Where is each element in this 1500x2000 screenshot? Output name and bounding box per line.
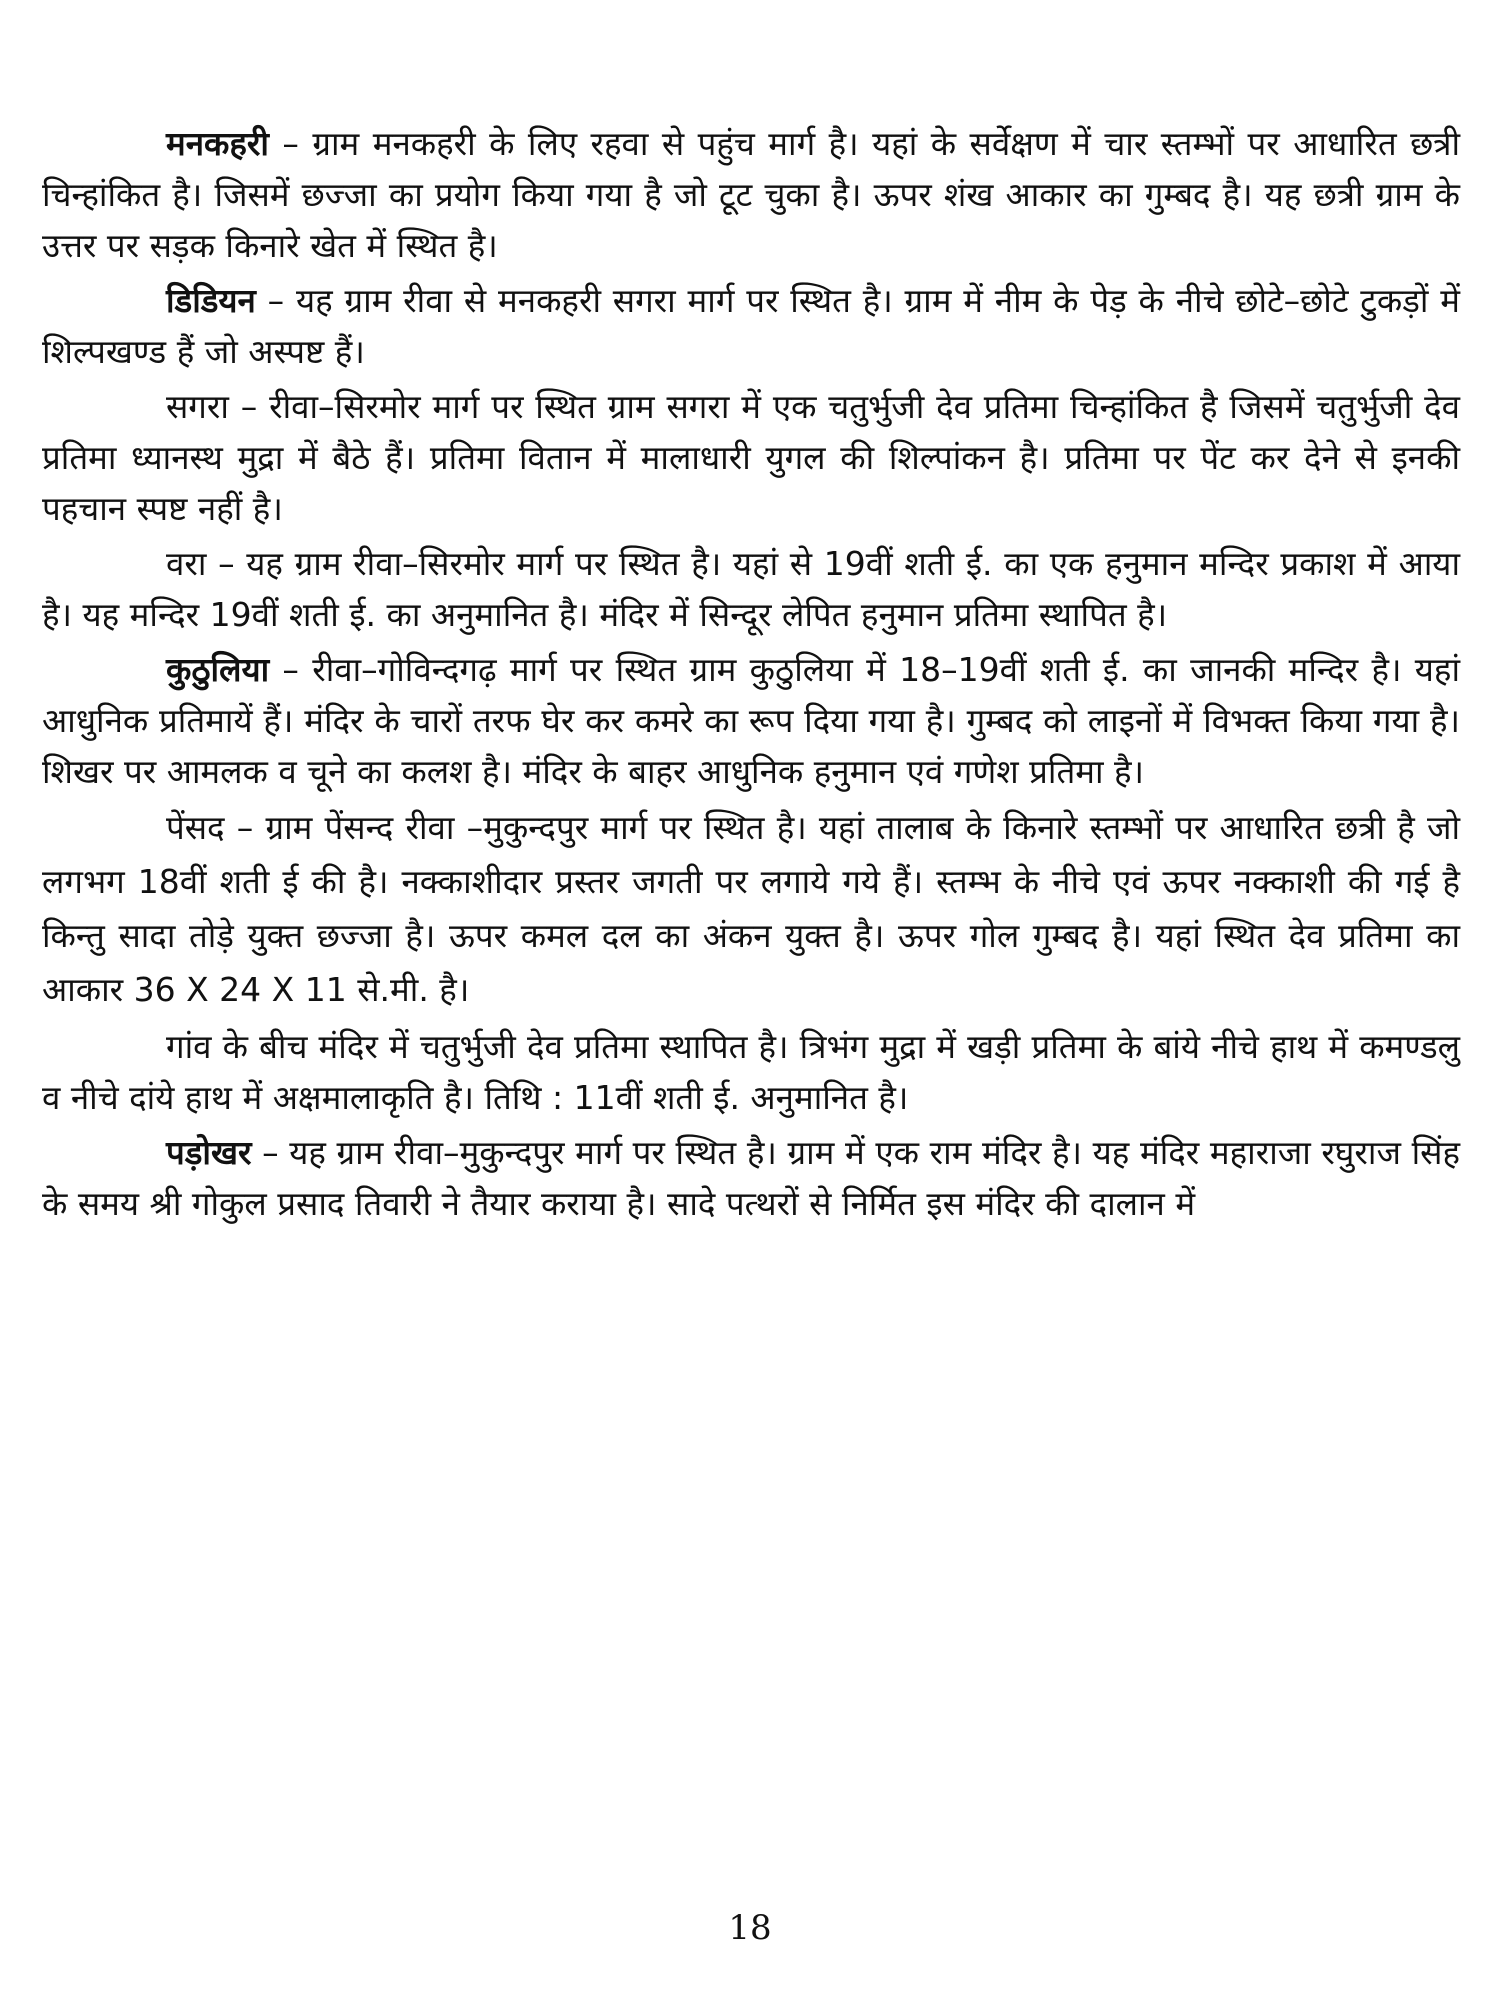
place-name-kuthuliya: कुठुलिया [166,650,270,689]
paragraph-text: – ग्राम मनकहरी के लिए रहवा से पहुंच मार्ग है। यहां के सर्वेक्षण में चार स्तम्भों पर आधारित छत्री चिन्हांकित है। जिसमें छज्जा का प्रयोग किया गया है जो टूट चुका है। ऊपर शंख आकार का गुम्बद है। यह छत्री ग्राम के उत्तर पर सड़क किनारे खेत में स्थित है। [42,124,1460,265]
paragraph-text: – रीवा–गोविन्दगढ़ मार्ग पर स्थित ग्राम कुठुलिया में 18–19वीं शती ई. का जानकी मन्दिर है। यहां आधुनिक प्रतिमायें हैं। मंदिर के चारों तरफ घेर कर कमरे का रूप दिया गया है। गुम्बद को लाइनों में विभक्त किया गया है। शिखर पर आमलक व चूने का कलश है। मंदिर के बाहर आधुनिक हनुमान एवं गणेश प्रतिमा है। [42,650,1460,791]
page-number: 18 [728,1908,772,1948]
paragraph-text: पेंसद – ग्राम पेंसन्द रीवा –मुकुन्दपुर मार्ग पर स्थित है। यहां तालाब के किनारे स्तम्भों पर आधारित छत्री है जो लगभग 18वीं शती ई की है। नक्काशीदार प्रस्तर जगती पर लगाये गये हैं। स्तम्भ के नीचे एवं ऊपर नक्काशी की गई है किन्तु सादा तोड़े युक्त छज्जा है। ऊपर कमल दल का अंकन युक्त है। ऊपर गोल गुम्बद है। यहां स्थित देव प्रतिमा का आकार 36 X 24 X 11 से.मी. है। [42,808,1460,1009]
paragraph-text: वरा – यह ग्राम रीवा–सिरमोर मार्ग पर स्थित है। यहां से 19वीं शती ई. का एक हनुमान मन्दिर प्रकाश में आया है। यह मन्दिर 19वीं शती ई. का अनुमानित है। मंदिर में सिन्दूर लेपित हनुमान प्रतिमा स्थापित है। [42,544,1460,634]
paragraph-pensad [42,801,1460,1017]
paragraph-text: – यह ग्राम रीवा से मनकहरी सगरा मार्ग पर स्थित है। ग्राम में नीम के पेड़ के नीचे छोटे–छोटे टुकड़ों में शिल्पखण्ड हैं जो अस्पष्ट हैं। [42,281,1460,371]
paragraph-mankahari [42,118,1460,271]
place-name-didiyan: डिडियन [166,281,256,320]
paragraph-text: – यह ग्राम रीवा–मुकुन्दपुर मार्ग पर स्थित है। ग्राम में एक राम मंदिर है। यह मंदिर महाराजा रघुराज सिंह के समय श्री गोकुल प्रसाद तिवारी ने तैयार कराया है। सादे पत्थरों से निर्मित इस मंदिर की दालान में [42,1133,1460,1223]
paragraph-village-temple [42,1021,1460,1123]
paragraph-padokhar [42,1127,1460,1229]
document-body [42,118,1460,1233]
place-name-padokhar: पड़ोखर [166,1133,252,1172]
place-name-mankahari: मनकहरी [166,124,269,163]
paragraph-text: सगरा – रीवा–सिरमोर मार्ग पर स्थित ग्राम सगरा में एक चतुर्भुजी देव प्रतिमा चिन्हांकित है जिसमें चतुर्भुजी देव प्रतिमा ध्यानस्थ मुद्रा में बैठे हैं। प्रतिमा वितान में मालाधारी युगल की शिल्पांकन है। प्रतिमा पर पेंट कर देने से इनकी पहचान स्पष्ट नहीं है। [42,387,1460,528]
paragraph-didiyan [42,275,1460,377]
paragraph-vara [42,538,1460,640]
paragraph-text: गांव के बीच मंदिर में चतुर्भुजी देव प्रतिमा स्थापित है। त्रिभंग मुद्रा में खड़ी प्रतिमा के बांये नीचे हाथ में कमण्डलु व नीचे दांये हाथ में अक्षमालाकृति है। तिथि : 11वीं शती ई. अनुमानित है। [42,1027,1460,1117]
paragraph-kuthuliya [42,644,1460,797]
paragraph-sagra [42,381,1460,534]
